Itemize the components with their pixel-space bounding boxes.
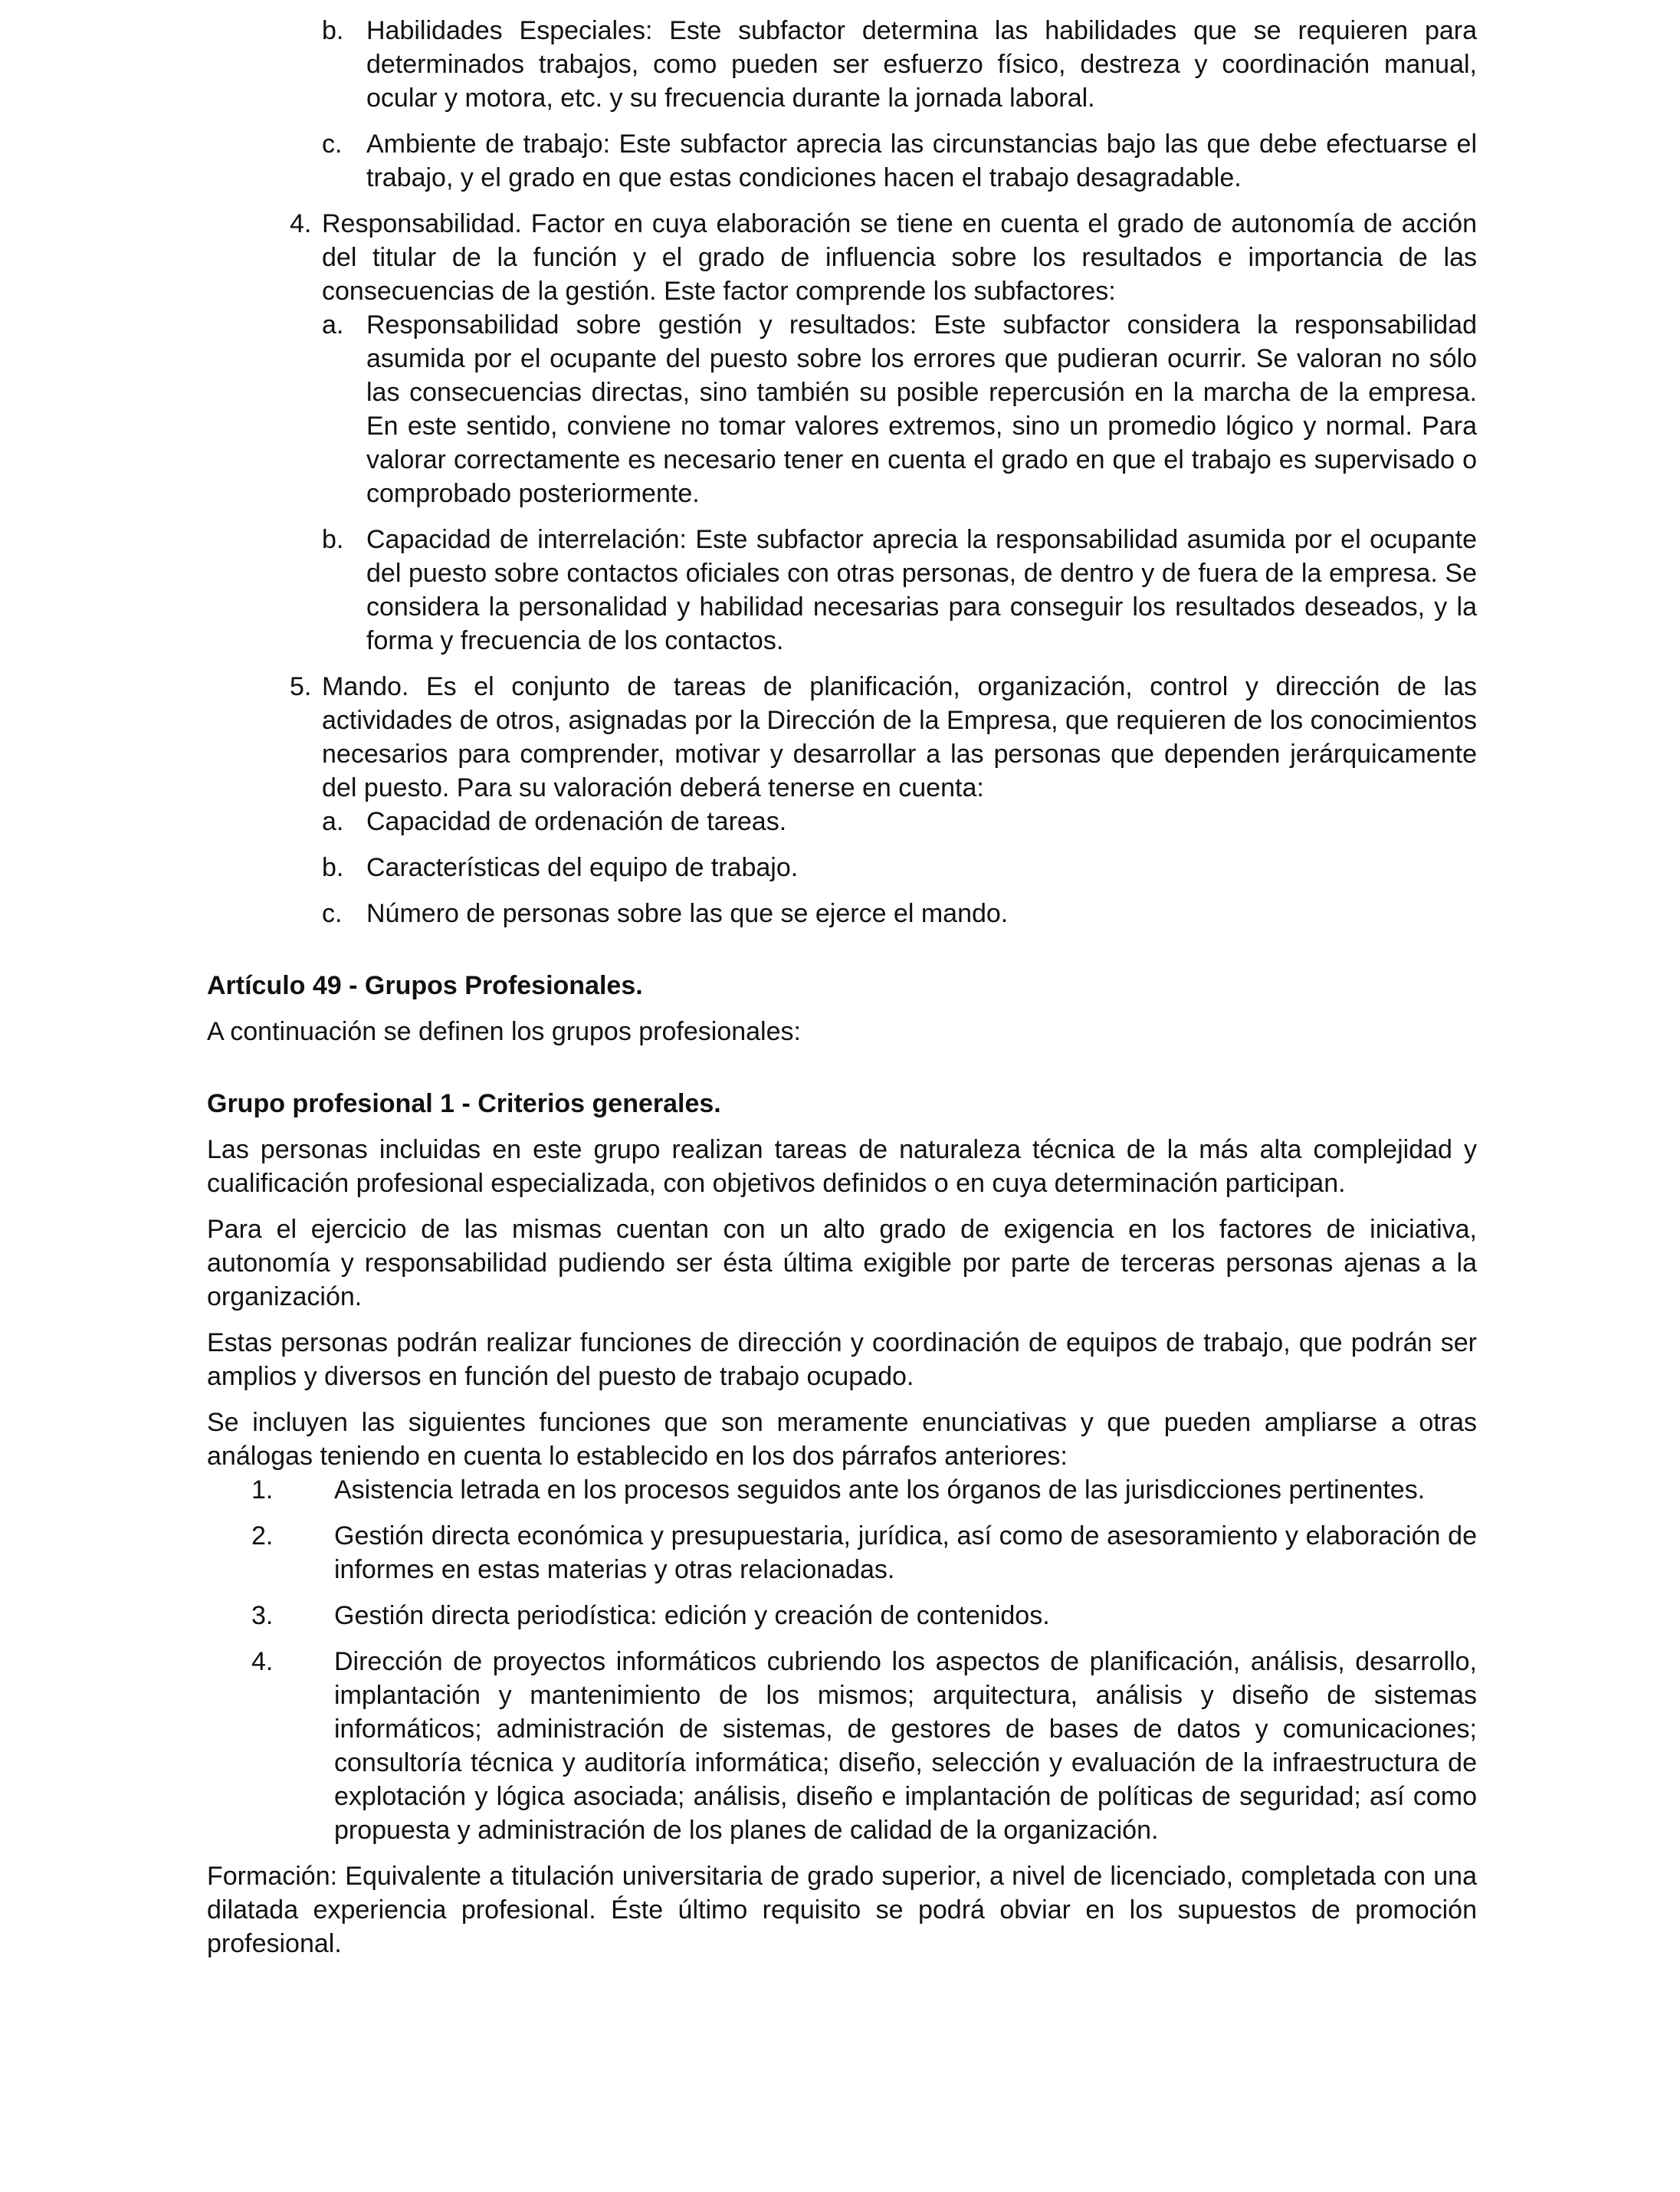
paragraph: Para el ejercicio de las mismas cuentan con un alto grado de exigencia en los factores de iniciativa, autonomía y responsabilidad pudiendo ser ésta última exigible por parte de terceras personas ajenas a la organización.: [207, 1215, 1477, 1311]
list-text: Habilidades Especiales: Este subfactor determina las habilidades que se requieren para determinados trabajos, como pueden ser esfuerzo físico, destreza y coordinación manual, ocular y motora, etc. y su frecuencia durante la jornada laboral.: [366, 16, 1477, 113]
paragraph: Se incluyen las siguientes funciones que son meramente enunciativas y que pueden ampliarse a otras análogas teniendo en cuenta lo establecido en los dos párrafos anteriores:: [207, 1408, 1477, 1471]
list-marker: 5.: [290, 672, 312, 701]
list-marker: b.: [322, 16, 344, 45]
functions-list: [251, 1473, 1477, 1847]
list-text: Mando. Es el conjunto de tareas de planificación, organización, control y dirección de las actividades de otros, asignadas por la Dirección de la Empresa, que requieren de los conocimientos necesarios para comprender, motivar y desarrollar a las personas que dependen jerárquicamente del puesto. Para su valoración deberá tenerse en cuenta:: [322, 672, 1477, 802]
document-page: [207, 14, 1477, 1961]
list-text: Responsabilidad. Factor en cuya elaboración se tiene en cuenta el grado de autonomía de acción del titular de la función y el grado de influencia sobre los resultados e importancia de las consecuencias de la gestión. Este factor comprende los subfactores:: [322, 209, 1477, 306]
factor-4: [290, 207, 1477, 308]
list-marker: 3.: [251, 1601, 274, 1630]
list-item: [251, 1599, 1477, 1633]
list-text: Gestión directa periodística: edición y creación de contenidos.: [334, 1601, 1050, 1630]
list-item: [322, 851, 1477, 884]
list-item: [251, 1519, 1477, 1587]
list-marker: a.: [322, 310, 344, 340]
list-marker: 4.: [290, 209, 312, 238]
article-heading: Artículo 49 - Grupos Profesionales.: [207, 971, 643, 1000]
list-item: [322, 127, 1477, 195]
list-marker: 1.: [251, 1475, 274, 1505]
list-marker: a.: [322, 807, 344, 836]
list-text: Gestión directa económica y presupuestaria, jurídica, así como de asesoramiento y elaboración de informes en estas materias y otras relacionadas.: [334, 1521, 1477, 1584]
list-text: Características del equipo de trabajo.: [366, 853, 799, 882]
list-marker: b.: [322, 525, 344, 554]
list-text: Ambiente de trabajo: Este subfactor aprecia las circunstancias bajo las que debe efectuarse el trabajo, y el grado en que estas condiciones hacen el trabajo desagradable.: [366, 130, 1477, 192]
article-intro: A continuación se definen los grupos profesionales:: [207, 1017, 801, 1046]
list-text: Responsabilidad sobre gestión y resultados: Este subfactor considera la responsabilidad asumida por el ocupante del puesto sobre los errores que pudieran ocurrir. Se valoran no sólo las consecuencias directas, sino también su posible repercusión en la marcha de la empresa. En este sentido, conviene no tomar valores extremos, sino un promedio lógico y normal. Para valorar correctamente es necesario tener en cuenta el grado en que el trabajo es supervisado o comprobado posteriormente.: [366, 310, 1477, 508]
list-marker: c.: [322, 899, 343, 928]
list-item: [251, 1645, 1477, 1847]
list-item: [322, 308, 1477, 510]
list-marker: b.: [322, 853, 344, 882]
subfactor-list: [322, 805, 1477, 930]
list-item: [322, 523, 1477, 658]
list-marker: c.: [322, 130, 343, 159]
factor-5: [290, 670, 1477, 805]
list-text: Dirección de proyectos informáticos cubriendo los aspectos de planificación, análisis, desarrollo, implantación y mantenimiento de los mismos; arquitectura, análisis y diseño de sistemas informáticos; administración de sistemas, de gestores de bases de datos y comunicaciones; consultoría técnica y auditoría informática; diseño, selección y evaluación de la infraestructura de explotación y lógica asociada; análisis, diseño e implantación de políticas de seguridad; así como propuesta y administración de los planes de calidad de la organización.: [334, 1647, 1477, 1845]
list-marker: 4.: [251, 1647, 274, 1676]
list-item: [322, 897, 1477, 930]
list-text: Capacidad de interrelación: Este subfactor aprecia la responsabilidad asumida por el ocupante del puesto sobre contactos oficiales con otras personas, de dentro y de fuera de la empresa. Se considera la personalidad y habilidad necesarias para conseguir los resultados deseados, y la forma y frecuencia de los contactos.: [366, 525, 1477, 655]
list-text: Capacidad de ordenación de tareas.: [366, 807, 787, 836]
list-text: Número de personas sobre las que se ejerce el mando.: [366, 899, 1009, 928]
subfactor-list: [322, 308, 1477, 658]
subfactor-list: [322, 14, 1477, 195]
list-marker: 2.: [251, 1521, 274, 1550]
paragraph: Estas personas podrán realizar funciones de dirección y coordinación de equipos de trabajo, que podrán ser amplios y diversos en función del puesto de trabajo ocupado.: [207, 1328, 1477, 1391]
list-text: Asistencia letrada en los procesos seguidos ante los órganos de las jurisdicciones pertinentes.: [334, 1475, 1426, 1505]
list-item: [322, 805, 1477, 838]
formacion-paragraph: Formación: Equivalente a titulación universitaria de grado superior, a nivel de licenciado, completada con una dilatada experiencia profesional. Éste último requisito se podrá obviar en los supuestos de promoción profesional.: [207, 1862, 1477, 1958]
list-item: [322, 14, 1477, 115]
group-heading: Grupo profesional 1 - Criterios generales.: [207, 1089, 721, 1118]
list-item: [251, 1473, 1477, 1507]
paragraph: Las personas incluidas en este grupo realizan tareas de naturaleza técnica de la más alta complejidad y cualificación profesional especializada, con objetivos definidos o en cuya determinación participan.: [207, 1135, 1477, 1198]
